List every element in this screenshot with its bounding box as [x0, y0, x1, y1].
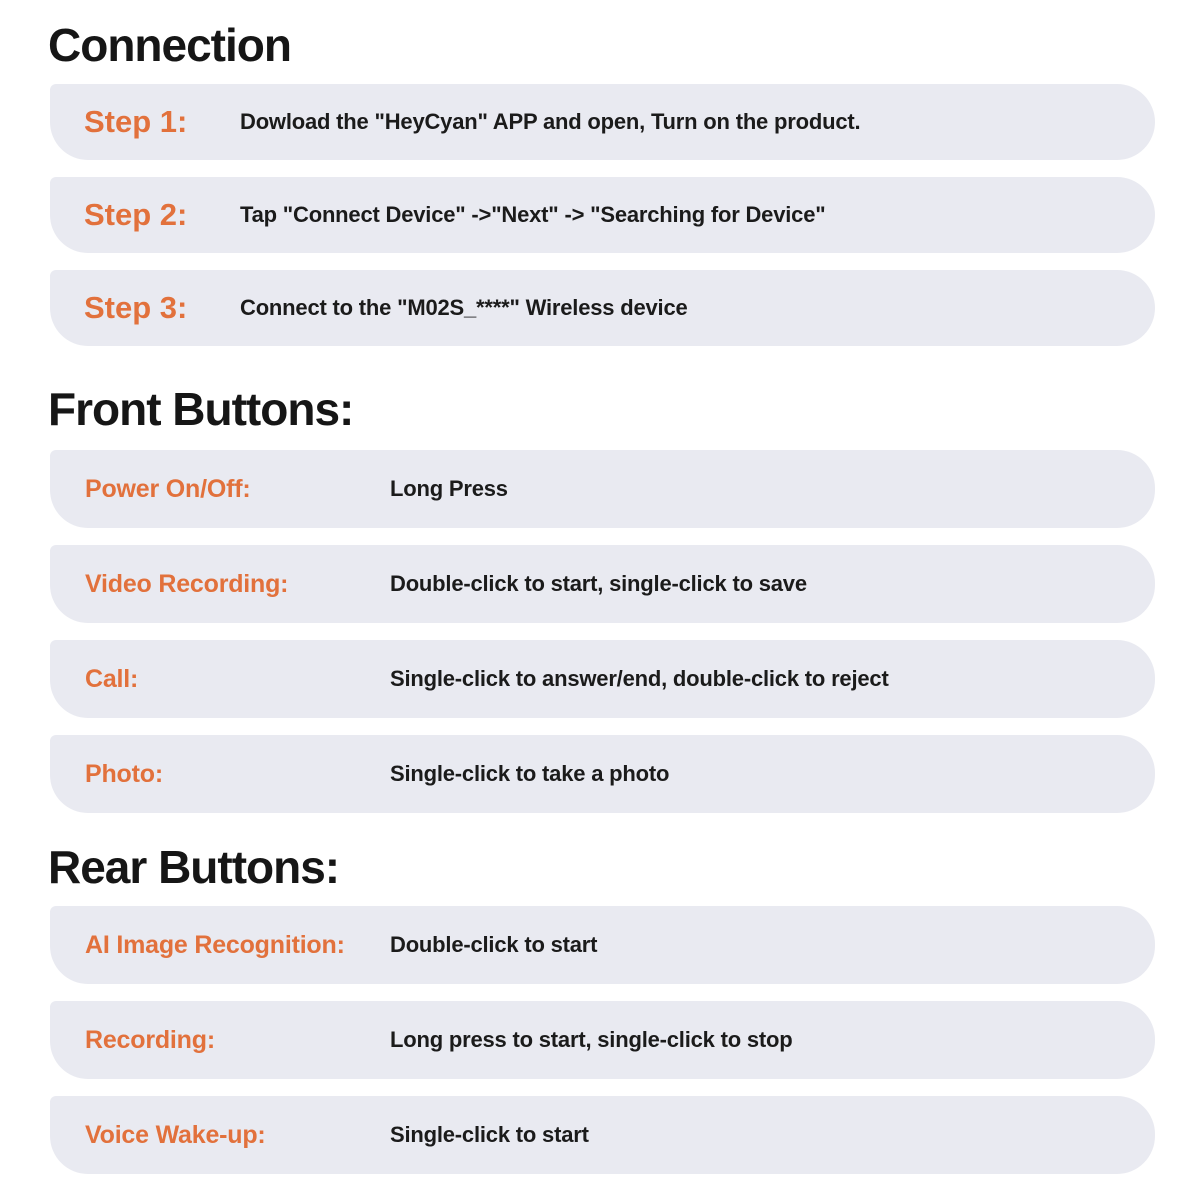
video-recording-description: Double-click to start, single-click to save: [390, 571, 807, 596]
ai-image-recognition-description: Double-click to start: [390, 932, 598, 957]
video-recording-label: Video Recording:: [85, 569, 289, 598]
front-row-video-recording: [50, 545, 1155, 623]
step-row-3: [50, 270, 1155, 346]
call-description: Single-click to answer/end, double-click to reject: [390, 666, 889, 691]
photo-label: Photo:: [85, 759, 163, 788]
step-row-1: [50, 84, 1155, 160]
front-row-power: [50, 450, 1155, 528]
step-2-label: Step 2:: [84, 197, 188, 232]
step-2-description: Tap "Connect Device" ->"Next" -> "Searching for Device": [240, 202, 826, 227]
rear-row-ai-image-recognition: [50, 906, 1155, 984]
voice-wake-up-label: Voice Wake-up:: [85, 1120, 266, 1149]
front-buttons-list: [50, 450, 1155, 813]
instruction-page: [0, 19, 1200, 1200]
rear-row-voice-wake-up: [50, 1096, 1155, 1174]
front-row-photo: [50, 735, 1155, 813]
photo-description: Single-click to take a photo: [390, 761, 670, 786]
step-3-description: Connect to the "M02S_****" Wireless device: [240, 295, 688, 320]
recording-label: Recording:: [85, 1025, 215, 1054]
step-1-label: Step 1:: [84, 104, 188, 139]
voice-wake-up-description: Single-click to start: [390, 1122, 589, 1147]
section-heading-front-buttons: Front Buttons:: [48, 383, 354, 435]
recording-description: Long press to start, single-click to stop: [390, 1027, 793, 1052]
section-heading-connection: Connection: [48, 19, 291, 71]
power-on-off-description: Long Press: [390, 476, 508, 501]
call-label: Call:: [85, 664, 139, 693]
step-1-description: Dowload the "HeyCyan" APP and open, Turn on the product.: [240, 109, 861, 134]
step-row-2: [50, 177, 1155, 253]
step-3-label: Step 3:: [84, 290, 188, 325]
power-on-off-label: Power On/Off:: [85, 474, 251, 503]
connection-steps: [50, 84, 1155, 346]
section-heading-rear-buttons: Rear Buttons:: [48, 841, 340, 893]
ai-image-recognition-label: AI Image Recognition:: [85, 930, 345, 959]
front-row-call: [50, 640, 1155, 718]
rear-buttons-list: [50, 906, 1155, 1174]
rear-row-recording: [50, 1001, 1155, 1079]
